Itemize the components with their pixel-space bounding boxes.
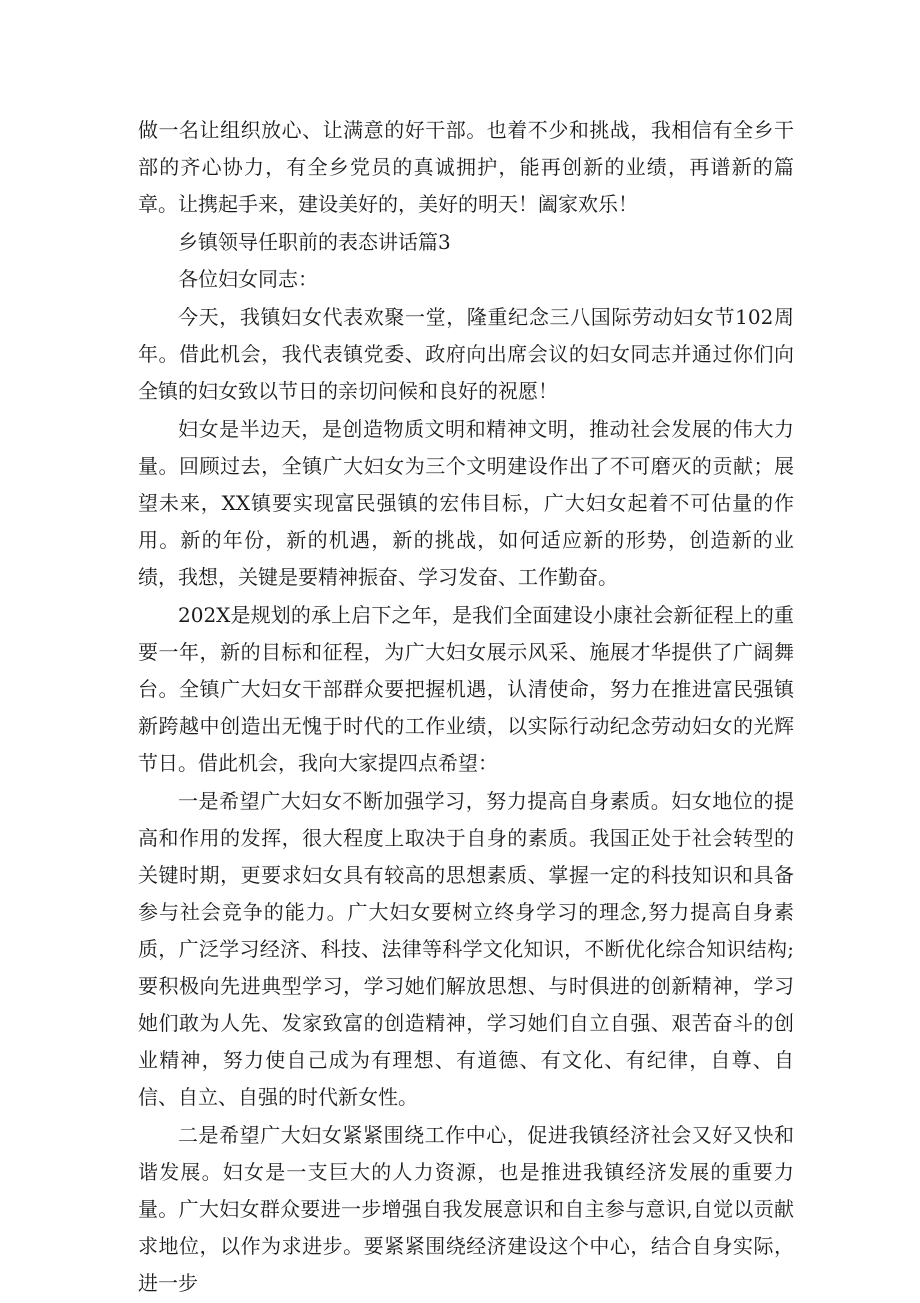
salutation: 各位妇女同志：	[178, 267, 318, 291]
paragraph-hope-two: 二是希望广大妇女紧紧围绕工作中心，促进我镇经济社会又好又快和谐发展。妇女是一支巨大的人力资源，也是推进我镇经济发展的重要力量。广大妇女群众要进一步增强自我发展意识和自主参与意识,自觉以贡献求地位，以作为求进步。要紧紧围绕经济建设这个中心，结合自身实际，进一步	[138, 1123, 794, 1295]
paragraph-hope-one: 一是希望广大妇女不断加强学习，努力提高自身素质。妇女地位的提高和作用的发挥，很大程度上取决于自身的素质。我国正处于社会转型的关键时期，更要求妇女具有较高的思想素质、掌握一定的科技知识和具备参与社会竞争的能力。广大妇女要树立终身学习的理念,努力提高自身素质，广泛学习经济、科技、法律等科学文化知识，不断优化综合知识结构;要积极向先进典型学习，学习她们解放思想、与时俱进的创新精神，学习她们敢为人先、发家致富的创造精神，学习她们自立自强、艰苦奋斗的创业精神，努力使自己成为有理想、有道德、有文化、有纪律，自尊、自信、自立、自强的时代新女性。	[138, 789, 794, 1109]
paragraph-opening: 今天，我镇妇女代表欢聚一堂，隆重纪念三八国际劳动妇女节102周年。借此机会，我代表镇党委、政府向出席会议的妇女同志并通过你们向全镇的妇女致以节日的亲切问候和良好的祝愿！	[138, 305, 794, 403]
paragraph-continuation: 做一名让组织放心、让满意的好干部。也着不少和挑战，我相信有全乡干部的齐心协力，有全乡党员的真诚拥护，能再创新的业绩，再谱新的篇章。让携起手来，建设美好的，美好的明天！阖家欢乐！	[138, 118, 794, 216]
document-page	[138, 112, 794, 1303]
paragraph-year-plan: 202X是规划的承上启下之年，是我们全面建设小康社会新征程上的重要一年，新的目标和征程，为广大妇女展示风采、施展才华提供了广阔舞台。全镇广大妇女干部群众要把握机遇，认清使命，努力在推进富民强镇新跨越中创造出无愧于时代的工作业绩，以实际行动纪念劳动妇女的光辉节日。借此机会，我向大家提四点希望：	[138, 603, 794, 775]
paragraph-women-role: 妇女是半边天，是创造物质文明和精神文明，推动社会发展的伟大力量。回顾过去，全镇广大妇女为三个文明建设作出了不可磨灭的贡献；展望未来，XX镇要实现富民强镇的宏伟目标，广大妇女起着不可估量的作用。新的年份，新的机遇，新的挑战，如何适应新的形势，创造新的业绩，我想，关键是要精神振奋、学习发奋、工作勤奋。	[138, 417, 794, 589]
section-heading: 乡镇领导任职前的表态讲话篇3	[178, 230, 451, 254]
